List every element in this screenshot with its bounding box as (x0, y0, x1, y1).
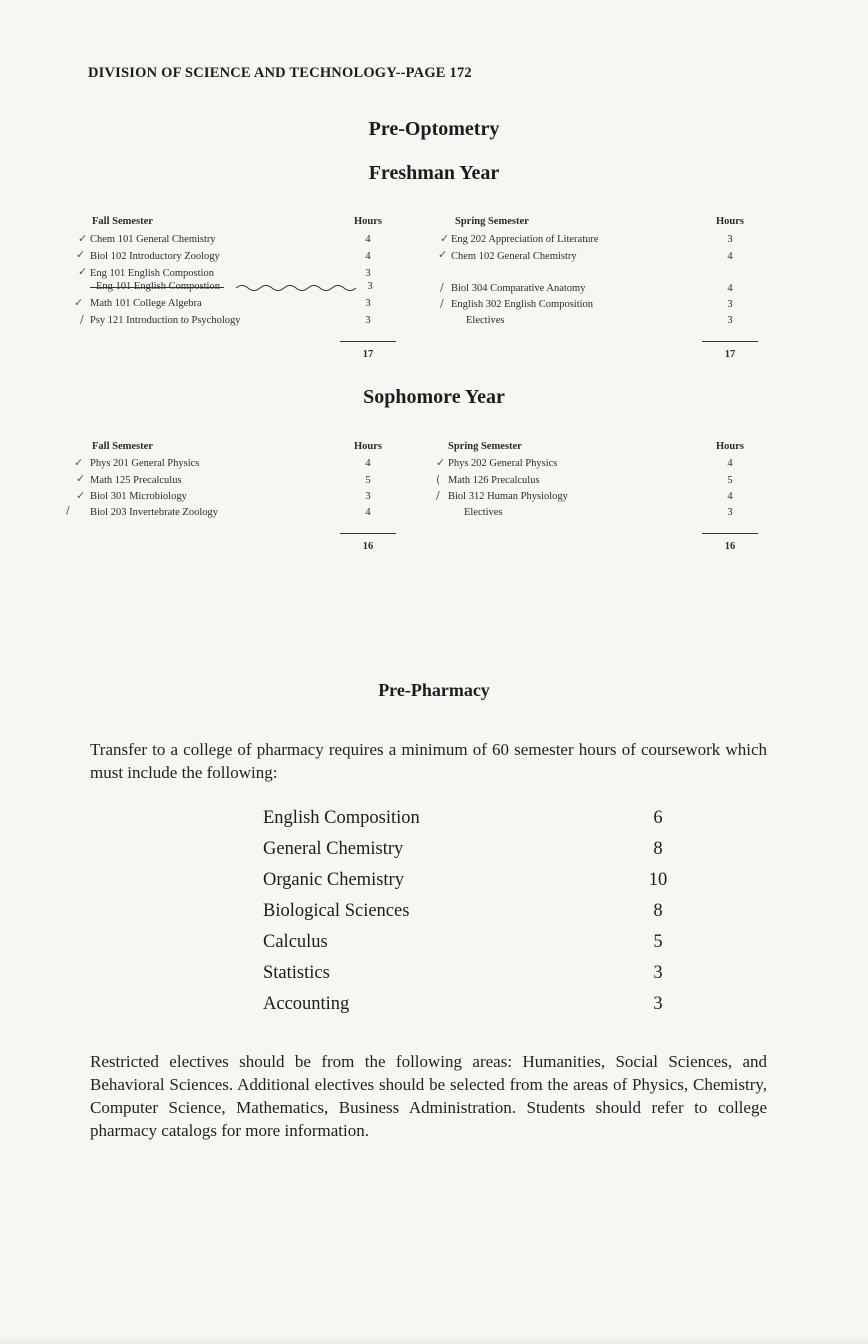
requirement-hours: 8 (653, 901, 663, 921)
slash-mark: / (440, 281, 444, 294)
course-row: Biol 203 Invertebrate Zoology (90, 507, 219, 518)
course-row: Phys 202 General Physics (448, 458, 558, 469)
course-row: Chem 101 General Chemistry (90, 234, 216, 245)
requirement-hours: 6 (653, 808, 663, 828)
course-row: Psy 121 Introduction to Psychology (90, 315, 241, 326)
course-hours: 3 (365, 268, 371, 279)
course-row: Math 101 College Algebra (90, 298, 202, 309)
hours-heading: Hours (354, 216, 383, 227)
course-row: Biol 304 Comparative Anatomy (451, 283, 586, 294)
course-row: Eng 101 English Compostion (90, 268, 214, 279)
requirement-subject: Organic Chemistry (263, 870, 404, 890)
course-hours: 3 (367, 281, 373, 292)
course-hours: 4 (727, 283, 733, 294)
pharmacy-intro: Transfer to a college of pharmacy requires a minimum of 60 semester hours of coursework which must include the following: (90, 740, 767, 782)
check-mark: ✓ (76, 472, 86, 485)
total-rule (702, 533, 758, 534)
spring-semester-heading: Spring Semester (448, 441, 522, 452)
course-hours: 4 (365, 458, 371, 469)
slash-mark: / (440, 297, 444, 310)
course-row: Eng 202 Appreciation of Literature (451, 234, 599, 245)
slash-mark: / (66, 504, 70, 517)
spring-total: 17 (724, 349, 736, 360)
freshman-year-title: Freshman Year (368, 162, 500, 184)
table-row (263, 839, 683, 869)
check-mark: ✓ (78, 265, 88, 278)
course-hours: 4 (727, 458, 733, 469)
requirement-subject: Biological Sciences (263, 901, 410, 921)
hours-heading: Hours (716, 441, 745, 452)
hours-heading: Hours (716, 216, 745, 227)
spring-total: 16 (724, 541, 736, 552)
pharmacy-closing: Restricted electives should be from the following areas: Humanities, Social Sciences, and Behavioral Sciences. Additional electives should be selected from the areas of Physics, Chemistry, Computer Science, Mathematics, Business Administration. Students should refer to college pharmacy catalogs for more information. (90, 1052, 767, 1140)
table-row (263, 808, 683, 838)
table-row (263, 994, 683, 1024)
table-row (263, 901, 683, 931)
spring-semester-heading: Spring Semester (455, 216, 529, 227)
table-row (263, 932, 683, 962)
course-row: Chem 102 General Chemistry (451, 251, 577, 262)
course-row: Biol 102 Introductory Zoology (90, 251, 220, 262)
course-row: Math 125 Precalculus (90, 475, 182, 486)
course-hours: 3 (727, 507, 733, 518)
fall-total: 16 (362, 541, 374, 552)
course-row: Electives (466, 315, 505, 326)
course-hours: 5 (727, 475, 733, 486)
sophomore-schedule (0, 0, 868, 570)
requirement-hours: 5 (653, 932, 663, 952)
course-row: Phys 201 General Physics (90, 458, 200, 469)
page-edge-shadow (0, 1336, 868, 1344)
course-hours: 4 (365, 251, 371, 262)
check-mark: ✓ (74, 296, 84, 309)
course-hours: 3 (727, 299, 733, 310)
fall-semester-heading: Fall Semester (92, 441, 153, 452)
course-row: Electives (464, 507, 503, 518)
requirement-subject: Accounting (263, 994, 350, 1014)
slash-mark: / (436, 489, 440, 502)
pre-pharmacy-title: Pre-Pharmacy (378, 680, 490, 700)
pre-optometry-title: Pre-Optometry (368, 118, 500, 140)
course-row: Biol 301 Microbiology (90, 491, 187, 502)
check-mark: ✓ (440, 232, 450, 245)
page-header: DIVISION OF SCIENCE AND TECHNOLOGY--PAGE 172 (88, 65, 472, 81)
slash-mark: / (80, 313, 84, 326)
total-rule (340, 533, 396, 534)
course-hours: 3 (365, 298, 371, 309)
paren-mark: ( (436, 473, 441, 486)
course-hours: 3 (365, 315, 371, 326)
course-hours: 3 (727, 315, 733, 326)
check-mark: ✓ (78, 232, 88, 245)
sophomore-year-title: Sophomore Year (363, 386, 505, 408)
check-mark: ✓ (76, 489, 86, 502)
requirement-hours: 3 (653, 994, 663, 1014)
course-row: Biol 312 Human Physiology (448, 491, 568, 502)
requirement-subject: Statistics (263, 963, 330, 983)
fall-total: 17 (362, 349, 374, 360)
hours-heading: Hours (354, 441, 383, 452)
requirement-subject: Calculus (263, 932, 328, 952)
course-hours: 5 (365, 475, 371, 486)
course-hours: 4 (727, 491, 733, 502)
requirement-subject: English Composition (263, 808, 420, 828)
requirement-hours: 10 (648, 870, 668, 890)
check-mark: ✓ (74, 456, 84, 469)
requirement-hours: 8 (653, 839, 663, 859)
requirement-subject: General Chemistry (263, 839, 404, 859)
table-row (263, 963, 683, 993)
course-row: English 302 English Composition (451, 299, 594, 310)
check-mark: ✓ (436, 456, 446, 469)
course-hours: 4 (727, 251, 733, 262)
fall-semester-heading: Fall Semester (92, 216, 153, 227)
check-mark: ✓ (438, 248, 448, 261)
course-hours: 4 (365, 234, 371, 245)
course-hours: 3 (365, 491, 371, 502)
course-hours: 4 (365, 507, 371, 518)
course-row: Math 126 Precalculus (448, 475, 540, 486)
table-row (263, 870, 683, 900)
requirement-hours: 3 (653, 963, 663, 983)
check-mark: ✓ (76, 248, 86, 261)
course-hours: 3 (727, 234, 733, 245)
